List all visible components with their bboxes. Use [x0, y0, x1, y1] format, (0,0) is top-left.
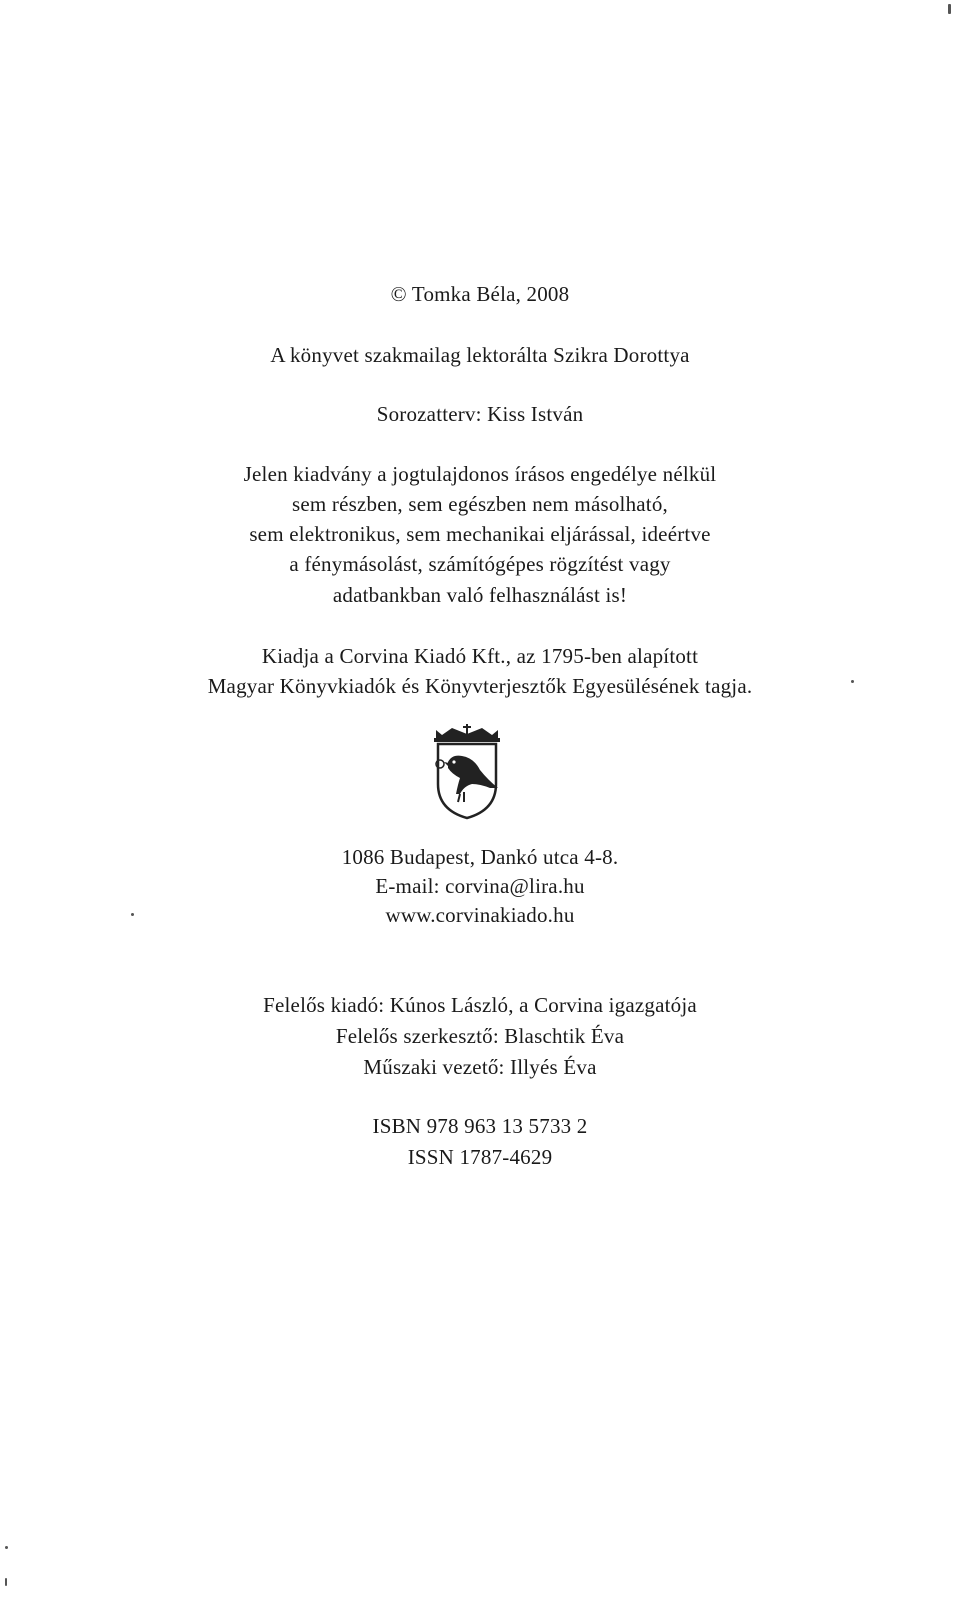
rights-notice-line: a fénymásolást, számítógépes rögzítést vagy	[289, 552, 671, 576]
credit-line: Műszaki vezető: Illyés Éva	[363, 1055, 597, 1079]
scan-speck	[851, 680, 854, 683]
copyright-line: © Tomka Béla, 2008	[390, 282, 570, 306]
credit-line: Felelős kiadó: Kúnos László, a Corvina igazgatója	[263, 993, 697, 1017]
lector-line: A könyvet szakmailag lektorálta Szikra Dorottya	[270, 343, 690, 367]
corvina-raven-crest-icon	[430, 722, 504, 822]
scan-speck	[5, 1578, 7, 1586]
series-design-line: Sorozatterv: Kiss István	[376, 402, 584, 426]
publisher-line: Kiadja a Corvina Kiadó Kft., az 1795-ben alapított	[261, 644, 699, 668]
rights-notice-line: sem részben, sem egészben nem másolható,	[292, 492, 668, 516]
rights-notice-line: sem elektronikus, sem mechanikai eljárással, ideértve	[249, 522, 711, 546]
rights-notice-line: Jelen kiadvány a jogtulajdonos írásos engedélye nélkül	[243, 462, 717, 486]
email-line: E-mail: corvina@lira.hu	[375, 874, 585, 898]
scan-speck	[948, 4, 951, 14]
scan-speck	[131, 913, 134, 916]
issn-line: ISSN 1787-4629	[407, 1145, 553, 1169]
address-line: 1086 Budapest, Dankó utca 4-8.	[341, 845, 619, 869]
rights-notice-line: adatbankban való felhasználást is!	[332, 583, 628, 607]
publisher-line: Magyar Könyvkiadók és Könyvterjesztők Egyesülésének tagja.	[207, 674, 753, 698]
isbn-line: ISBN 978 963 13 5733 2	[372, 1114, 588, 1138]
credit-line: Felelős szerkesztő: Blaschtik Éva	[335, 1024, 625, 1048]
scan-speck	[5, 1546, 8, 1549]
website-line: www.corvinakiado.hu	[385, 903, 575, 927]
